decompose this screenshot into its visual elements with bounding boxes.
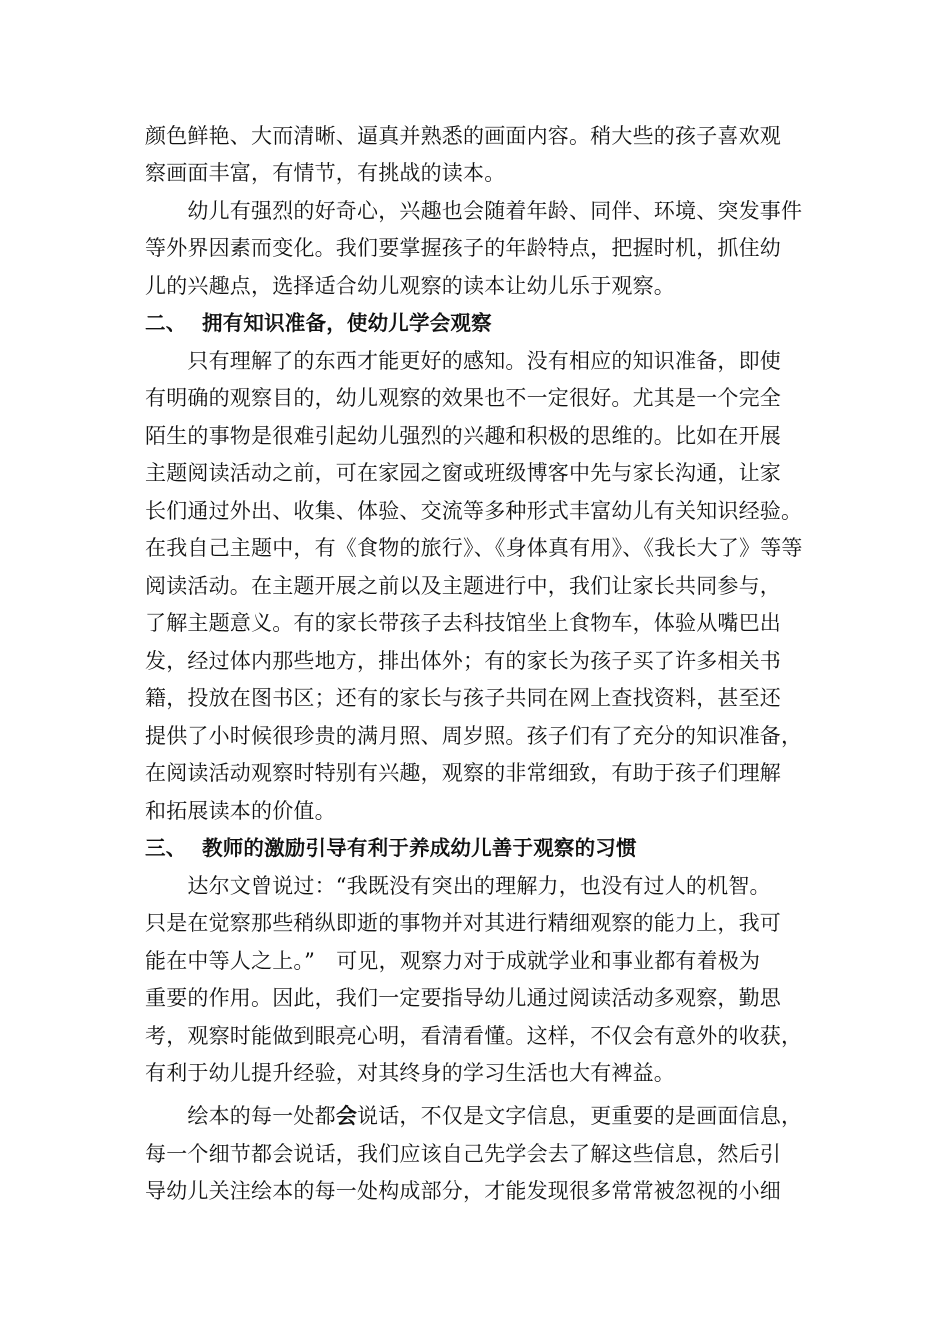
paragraph-line: 考，观察时能做到眼亮心明，看清看懂。这样，不仅会有意外的收获， (145, 1024, 803, 1048)
paragraph-line: 达尔文曾说过：“我既没有突出的理解力，也没有过人的机智。 (145, 874, 771, 898)
section-title: 教师的激励引导有利于养成幼儿善于观察的习惯 (202, 836, 637, 860)
paragraph-line: 长们通过外出、收集、体验、交流等多种形式丰富幼儿有关知识经验。 (145, 499, 803, 523)
paragraph-line: 和拓展读本的价值。 (145, 799, 336, 823)
section-heading-2 (145, 308, 492, 338)
paragraph-line: 只有理解了的东西才能更好的感知。没有相应的知识准备，即使 (145, 349, 781, 373)
section-heading-3 (145, 833, 637, 863)
paragraph-line: 察画面丰富，有情节，有挑战的读本。 (145, 161, 506, 185)
paragraph-line: 主题阅读活动之前，可在家园之窗或班级博客中先与家长沟通，让家 (145, 461, 781, 485)
paragraph-line: 陌生的事物是很难引起幼儿强烈的兴趣和积极的思维的。比如在开展 (145, 424, 781, 448)
paragraph-line: 籍，投放在图书区；还有的家长与孩子共同在网上查找资料，甚至还 (145, 686, 781, 710)
paragraph-line: 有明确的观察目的，幼儿观察的效果也不一定很好。尤其是一个完全 (145, 386, 781, 410)
section-title: 拥有知识准备，使幼儿学会观察 (202, 311, 492, 335)
paragraph-line: 能在中等人之上。” 可见，观察力对于成就学业和事业都有着极为 (145, 949, 761, 973)
paragraph-line: 在阅读活动观察时特别有兴趣，观察的非常细致，有助于孩子们理解 (145, 761, 781, 785)
paragraph-line: 导幼儿关注绘本的每一处构成部分，才能发现很多常常被忽视的小细 (145, 1179, 781, 1203)
text-run: 说话，不仅是文字信息，更重要的是画面信息， (357, 1104, 803, 1128)
section-number: 三、 (145, 836, 187, 860)
section-number: 二、 (145, 311, 187, 335)
paragraph-line (145, 1101, 802, 1131)
paragraph-line: 重要的作用。因此，我们一定要指导幼儿通过阅读活动多观察，勤思 (145, 986, 781, 1010)
paragraph-line: 阅读活动。在主题开展之前以及主题进行中，我们让家长共同参与， (145, 574, 781, 598)
bold-text-run: 会 (335, 1103, 358, 1128)
paragraph-line: 了解主题意义。有的家长带孩子去科技馆坐上食物车，体验从嘴巴出 (145, 611, 781, 635)
paragraph-line: 只是在觉察那些稍纵即逝的事物并对其进行精细观察的能力上，我可 (145, 911, 781, 935)
text-run: 绘本的每一处都 (145, 1104, 336, 1128)
paragraph-line: 发，经过体内那些地方，排出体外；有的家长为孩子买了许多相关书 (145, 649, 781, 673)
paragraph-line: 儿的兴趣点，选择适合幼儿观察的读本让幼儿乐于观察。 (145, 274, 675, 298)
paragraph-line: 提供了小时候很珍贵的满月照、周岁照。孩子们有了充分的知识准备， (145, 724, 803, 748)
paragraph-line: 等外界因素而变化。我们要掌握孩子的年龄特点，把握时机，抓住幼 (145, 236, 781, 260)
paragraph-line: 幼儿有强烈的好奇心，兴趣也会随着年龄、同伴、环境、突发事件 (145, 199, 803, 223)
paragraph-line: 颜色鲜艳、大而清晰、逼真并熟悉的画面内容。稍大些的孩子喜欢观 (145, 124, 781, 148)
paragraph-line: 有利于幼儿提升经验，对其终身的学习生活也大有裨益。 (145, 1061, 675, 1085)
paragraph-line: 在我自己主题中，有《食物的旅行》、《身体真有用》、《我长大了》等等 (145, 536, 803, 560)
paragraph-line: 每一个细节都会说话，我们应该自己先学会去了解这些信息，然后引 (145, 1142, 781, 1166)
